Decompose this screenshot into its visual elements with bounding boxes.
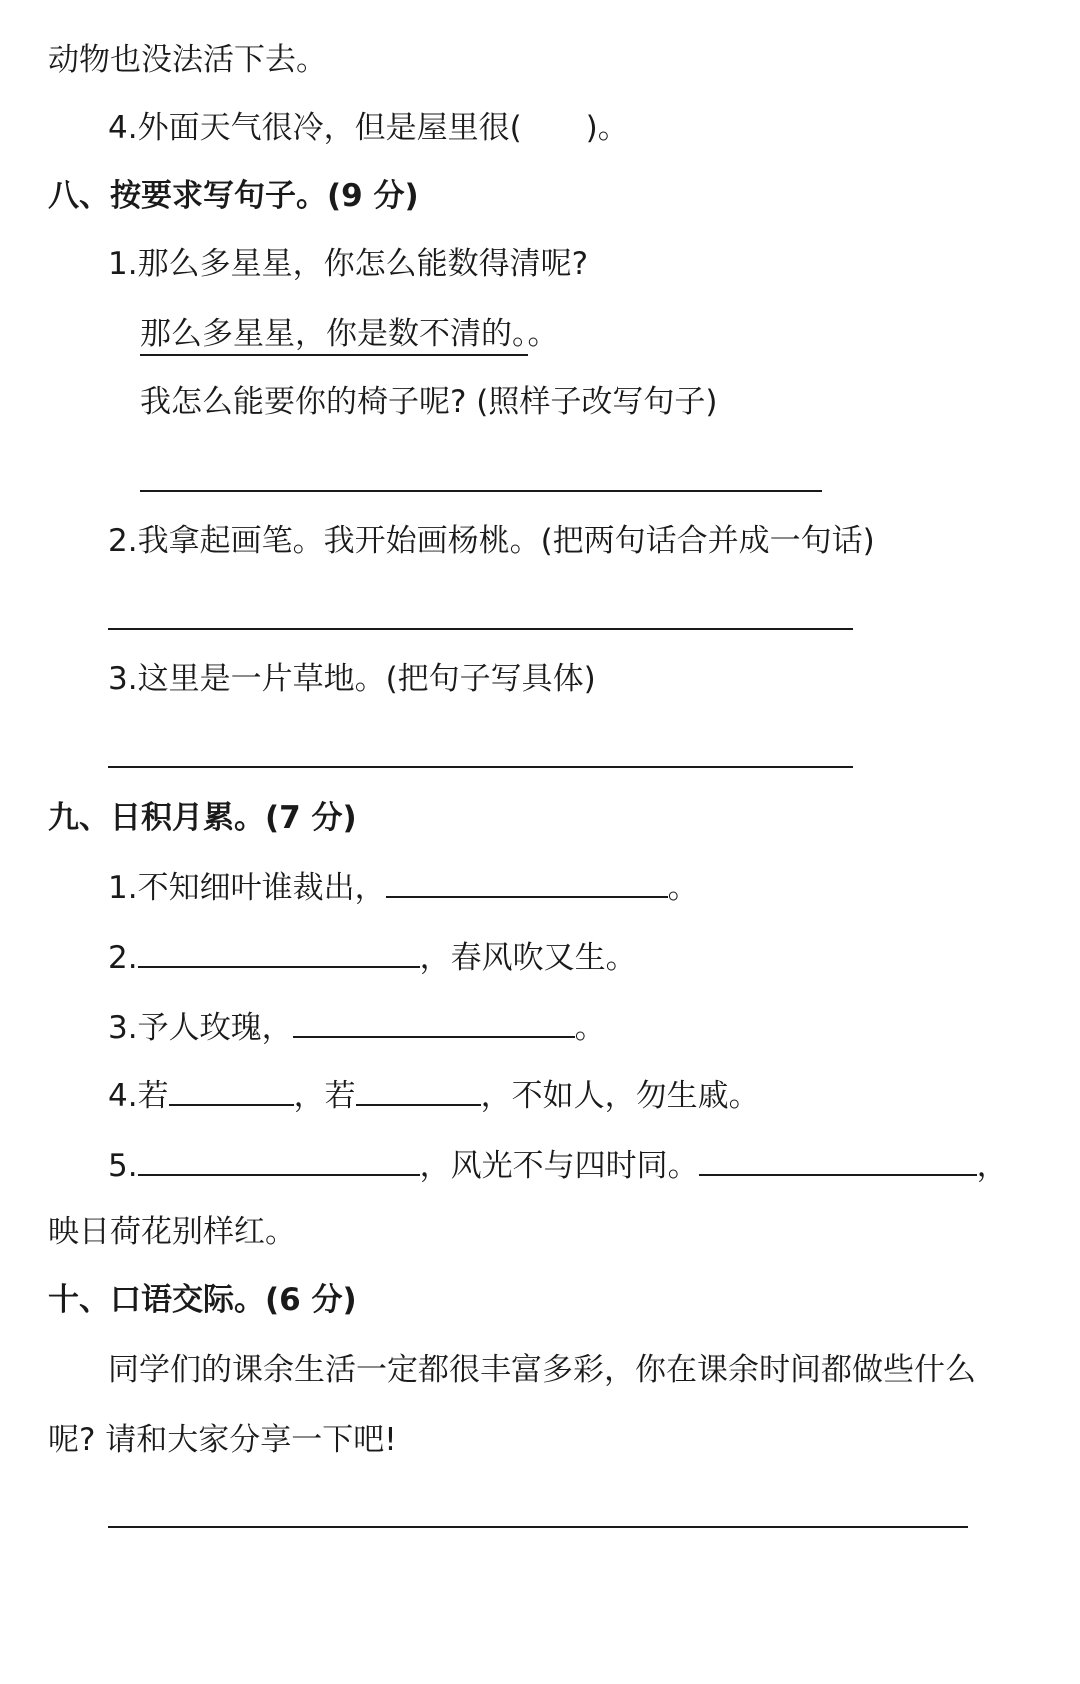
q9-5-number: 5. <box>108 1148 138 1184</box>
section-8-heading <box>48 176 419 216</box>
answer-line-8-2[interactable] <box>108 628 853 630</box>
q10-text-1: 同学们的课余生活一定都很丰富多彩，你在课余时间都做些什么 <box>108 1352 976 1388</box>
question-9-5-continued <box>48 1212 296 1252</box>
q9-5-comma: ， <box>976 1148 1008 1184</box>
q9-2-blank[interactable] <box>138 936 420 968</box>
q8-1-text: 1.那么多星星，你怎么能数得清呢? <box>108 246 589 282</box>
answer-line-8-1[interactable] <box>140 490 822 492</box>
q9-5-text-d: 映日荷花别样红。 <box>48 1214 296 1250</box>
q9-4-text-b: ，若 <box>293 1078 356 1114</box>
question-10-line-1 <box>108 1350 976 1390</box>
q9-2-number: 2. <box>108 940 138 976</box>
question-8-3 <box>108 659 596 699</box>
question-9-5 <box>108 1144 1008 1186</box>
q9-1-text: 1.不知细叶谁裁出， <box>108 870 386 906</box>
question-7-4 <box>108 108 629 148</box>
text-line-1 <box>48 40 327 80</box>
answer-line-8-3[interactable] <box>108 766 853 768</box>
q9-3-end: 。 <box>574 1010 606 1046</box>
question-8-1-example <box>140 314 559 354</box>
q9-5-blank-1[interactable] <box>138 1144 420 1176</box>
q7-4-end: )。 <box>585 110 629 146</box>
q8-1-example-period: 。 <box>527 316 559 352</box>
q8-1-task-text: 我怎么能要你的椅子呢? (照样子改写句子) <box>140 384 718 420</box>
section-8-title: 八、按要求写句子。(9 分) <box>48 178 419 214</box>
q8-2-text: 2.我拿起画笔。我开始画杨桃。(把两句话合并成一句话) <box>108 523 875 559</box>
q8-1-example-text: 那么多星星，你是数不清的。 <box>140 316 528 356</box>
answer-line-10[interactable] <box>108 1526 968 1528</box>
question-9-4 <box>108 1074 760 1116</box>
q9-5-text-b: ，风光不与四时同。 <box>419 1148 699 1184</box>
q9-4-blank-2[interactable] <box>356 1074 481 1106</box>
question-9-3 <box>108 1006 606 1048</box>
q9-4-text-a: 4.若 <box>108 1078 169 1114</box>
question-8-1 <box>108 244 588 284</box>
question-9-1 <box>108 866 699 908</box>
question-10-line-2 <box>48 1420 397 1460</box>
q9-5-blank-2[interactable] <box>699 1144 977 1176</box>
q9-1-end: 。 <box>667 870 699 906</box>
section-10-title: 十、口语交际。(6 分) <box>48 1282 357 1318</box>
q9-3-blank[interactable] <box>293 1006 575 1038</box>
section-9-title: 九、日积月累。(7 分) <box>48 800 357 836</box>
q9-2-text: ，春风吹又生。 <box>419 940 637 976</box>
q9-1-blank[interactable] <box>386 866 668 898</box>
section-10-heading <box>48 1280 357 1320</box>
question-9-2 <box>108 936 637 978</box>
question-8-2 <box>108 521 875 561</box>
q7-4-text: 4.外面天气很冷，但是屋里很( <box>108 110 522 146</box>
question-8-1-task <box>140 382 718 422</box>
q9-4-text-c: ，不如人，勿生戚。 <box>480 1078 760 1114</box>
q10-text-2: 呢? 请和大家分享一下吧! <box>48 1422 397 1458</box>
q9-4-blank-1[interactable] <box>169 1074 294 1106</box>
q8-3-text: 3.这里是一片草地。(把句子写具体) <box>108 661 596 697</box>
section-9-heading <box>48 798 357 838</box>
line-1-text: 动物也没法活下去。 <box>48 42 327 78</box>
q9-3-text: 3.予人玫瑰， <box>108 1010 293 1046</box>
